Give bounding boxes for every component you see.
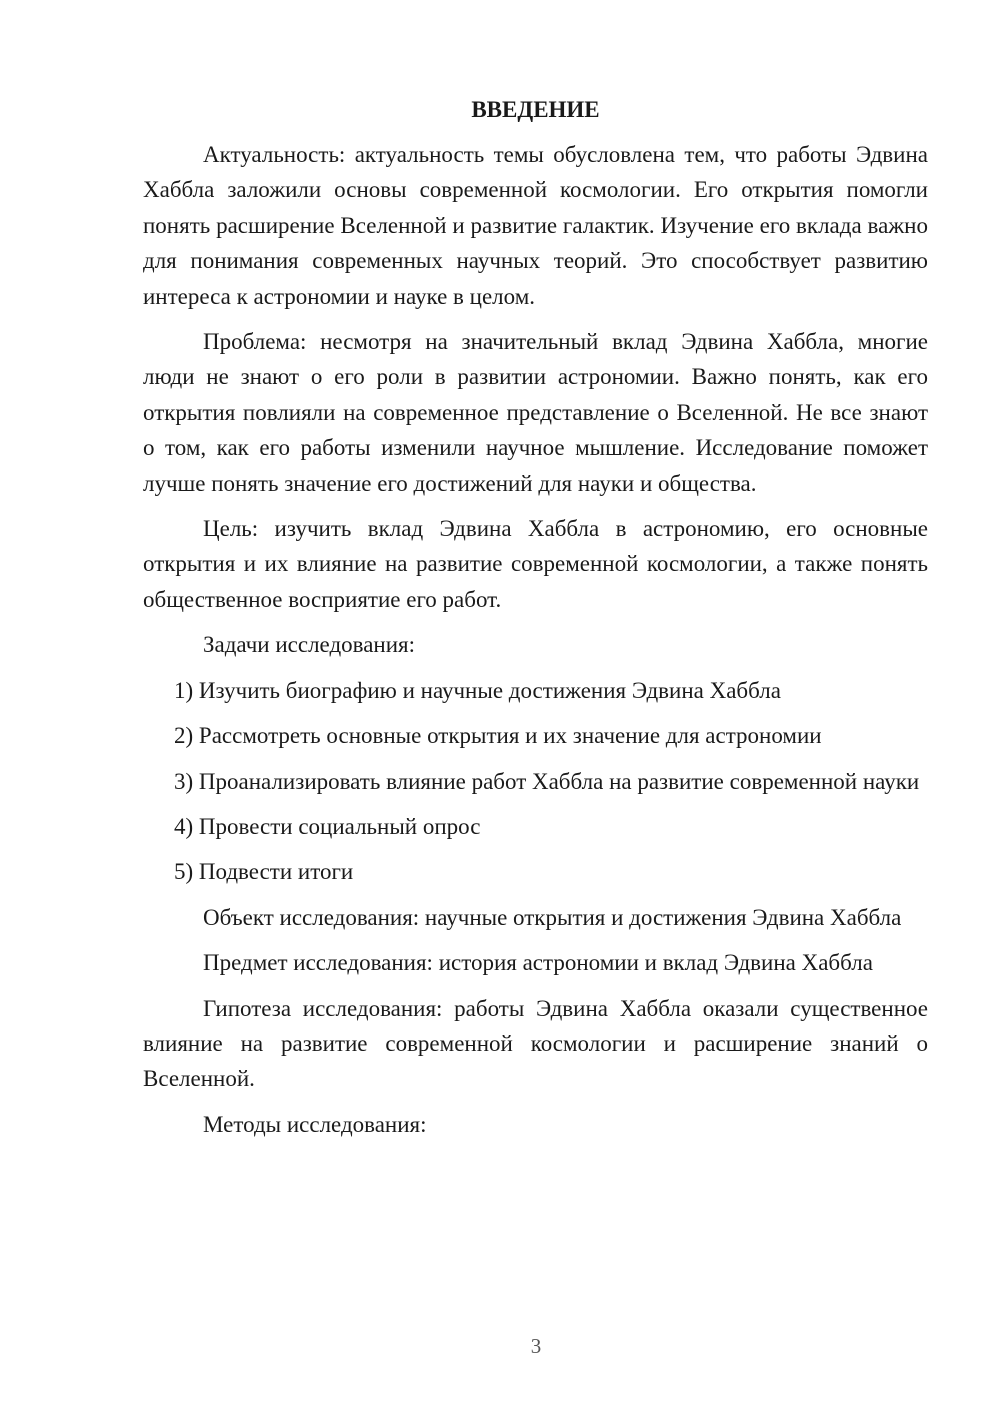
task-item-1: 1) Изучить биографию и научные достижения Эдвина Хаббла: [174, 677, 781, 703]
document-page: [143, 92, 928, 1152]
section-heading: ВВЕДЕНИЕ: [471, 97, 600, 122]
paragraph-object: Объект исследования: научные открытия и достижения Эдвина Хаббла: [203, 904, 902, 930]
paragraph-problem: Проблема: несмотря на значительный вклад Эдвина Хаббла, многие люди не знают о его роли в развитии астрономии. Важно понять, как его открытия повлияли на современное представление о Вселенной. Не все знают о том, как его работы изменили научное мышление. Исследование поможет лучше понять значение его достижений для науки и общества.: [143, 329, 928, 496]
page-number: 3: [530, 1334, 542, 1358]
paragraph-goal: Цель: изучить вклад Эдвина Хаббла в астрономию, его основные открытия и их влияние на развитие современной космологии, а также понять общественное восприятие его работ.: [143, 516, 928, 612]
paragraph-methods: Методы исследования:: [203, 1111, 427, 1137]
paragraph-relevance: Актуальность: актуальность темы обусловлена тем, что работы Эдвина Хаббла заложили основы современной космологии. Его открытия помогли понять расширение Вселенной и развитие галактик. Изучение его вклада важно для понимания современных научных теорий. Это способствует развитию интереса к астрономии и науке в целом.: [143, 142, 928, 309]
task-item-5: 5) Подвести итоги: [174, 859, 354, 885]
paragraph-hypothesis: Гипотеза исследования: работы Эдвина Хаббла оказали существенное влияние на развитие современной космологии и расширение знаний о Вселенной.: [143, 995, 928, 1092]
paragraph-tasks-title: Задачи исследования:: [203, 632, 416, 658]
task-item-3: 3) Проанализировать влияние работ Хаббла на развитие современной науки: [174, 768, 920, 794]
paragraph-subject: Предмет исследования: история астрономии и вклад Эдвина Хаббла: [203, 950, 873, 976]
task-item-4: 4) Провести социальный опрос: [174, 813, 481, 839]
task-item-2: 2) Рассмотреть основные открытия и их значение для астрономии: [174, 723, 822, 749]
